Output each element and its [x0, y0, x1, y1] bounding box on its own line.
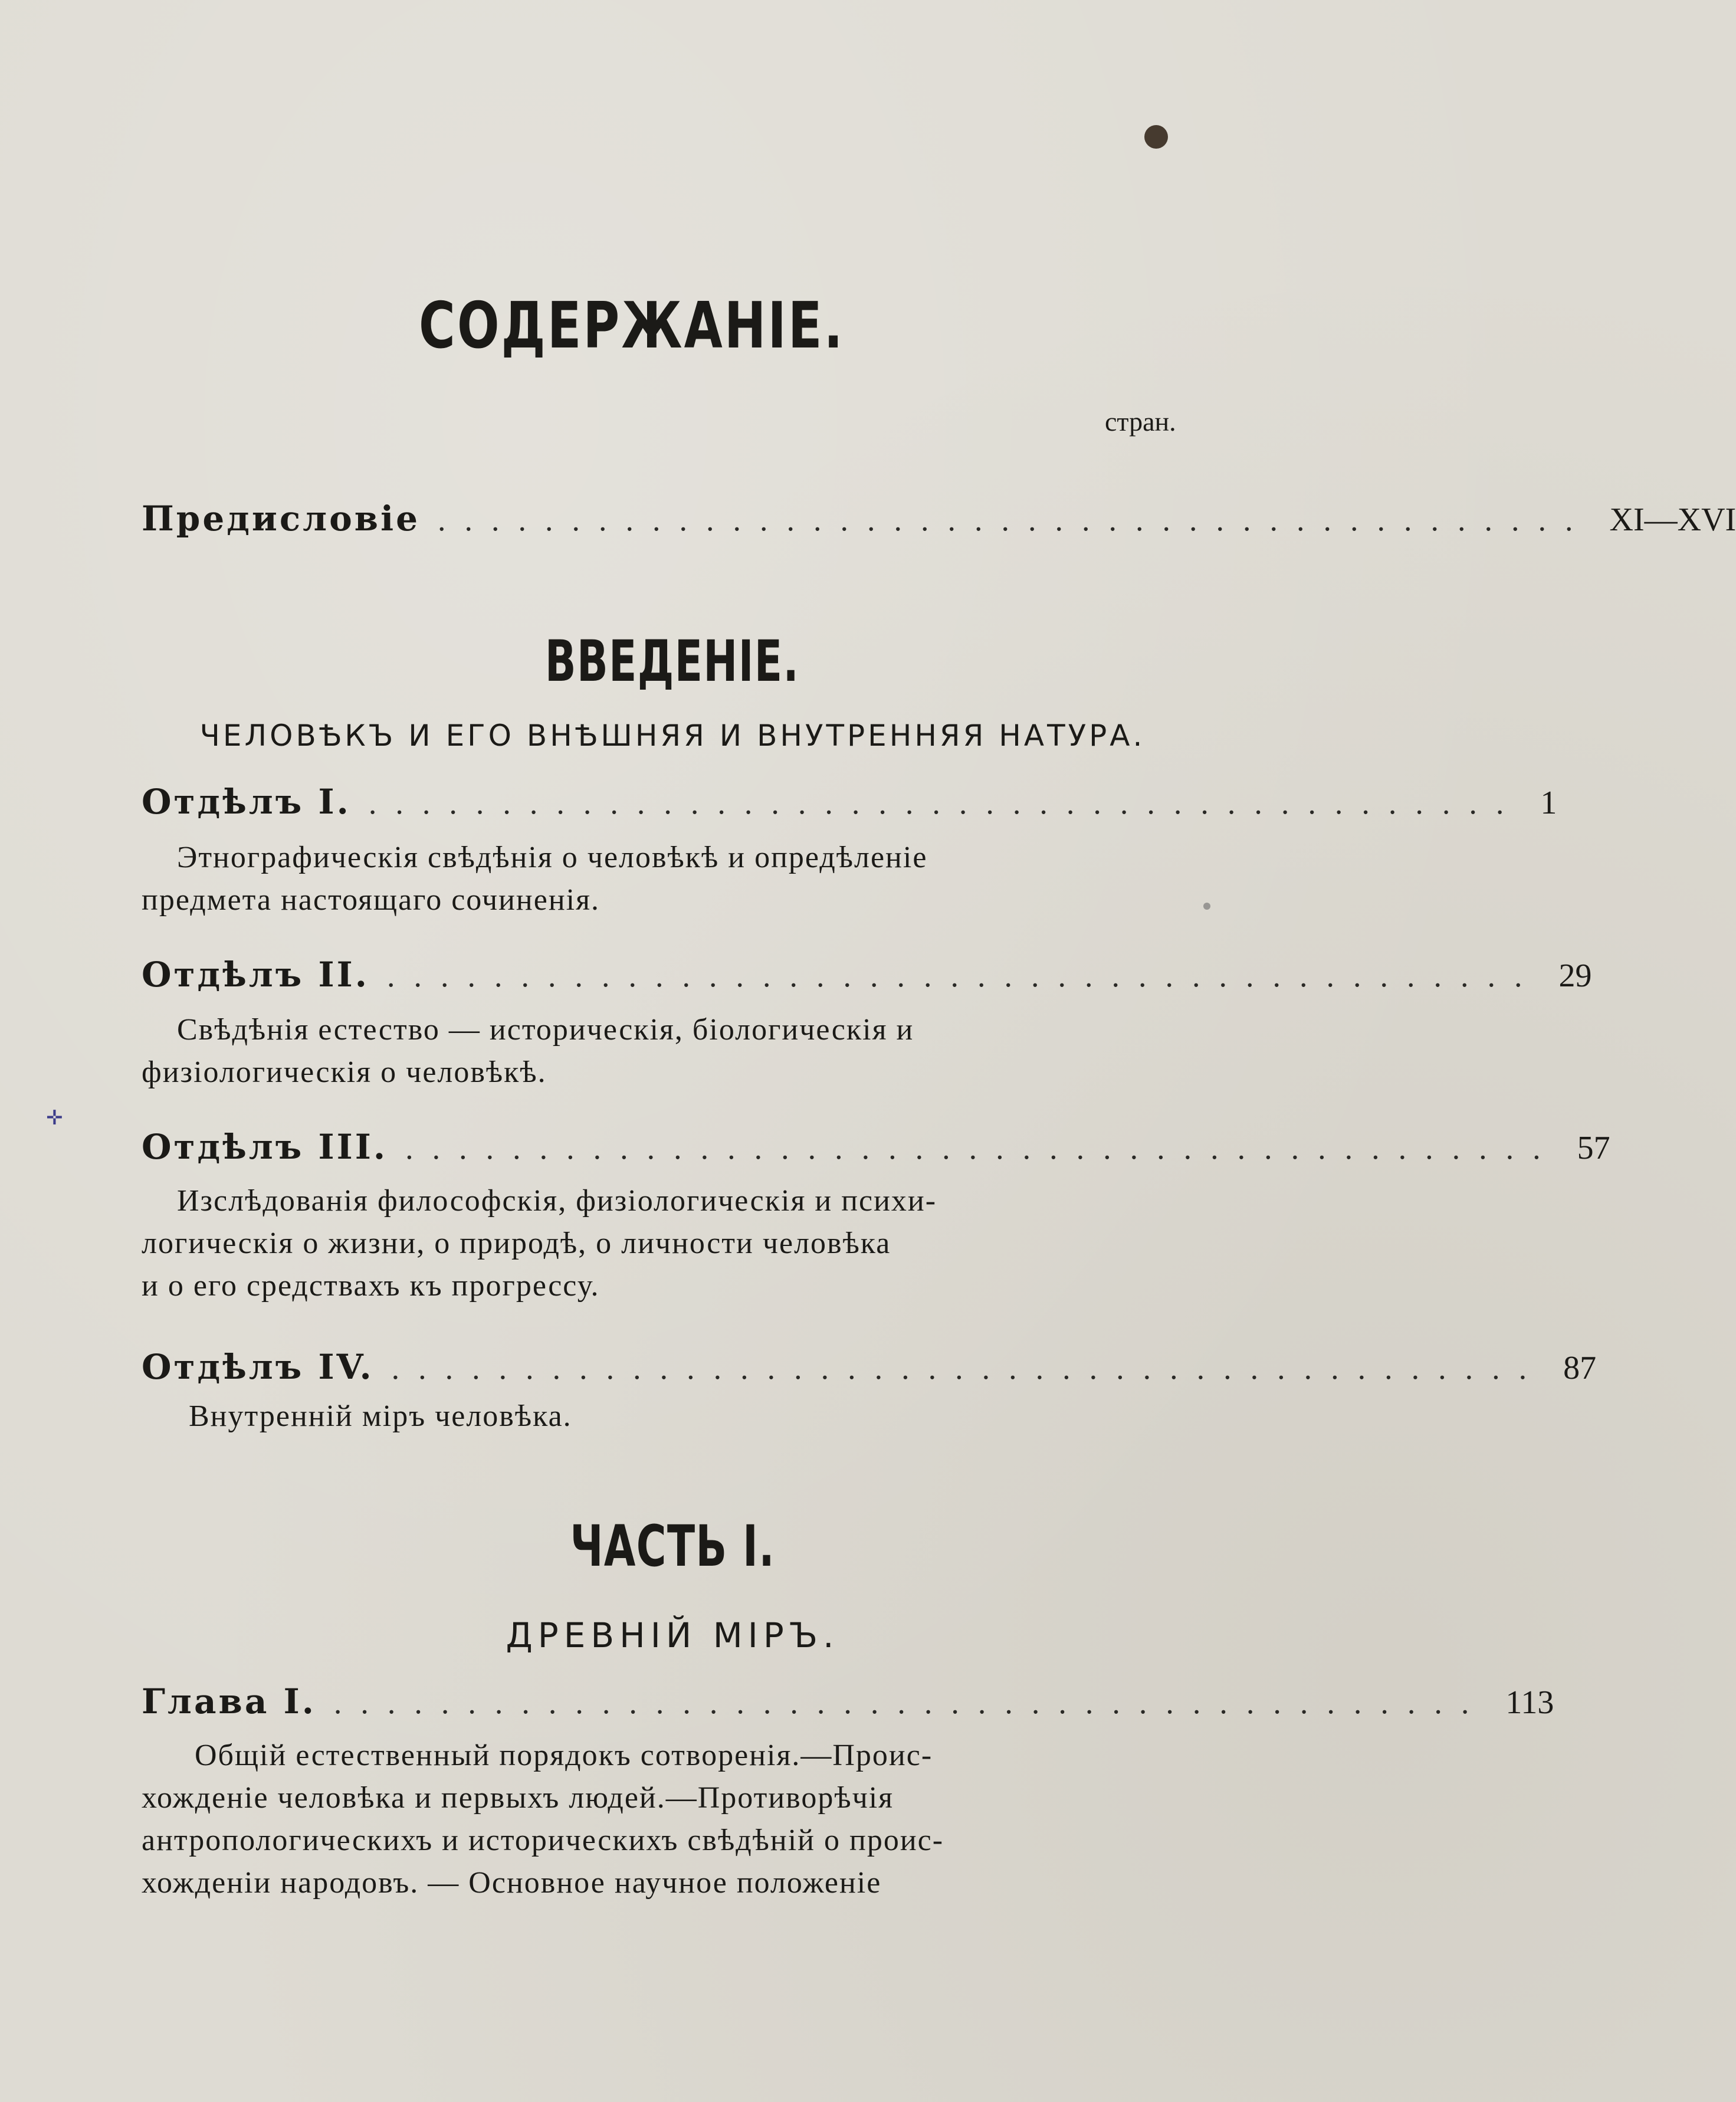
toc-row-preface — [142, 499, 1736, 540]
description-line: логическія о жизни, о природѣ, о личности человѣка — [142, 1227, 891, 1260]
toc-leader-dots: ........................................... — [386, 958, 1541, 993]
toc-leader-dots: ........................................... — [438, 502, 1592, 537]
introduction-heading — [142, 628, 1203, 694]
part1-subheading — [142, 1615, 1203, 1655]
description-line: физіологическія о человѣкѣ. — [142, 1055, 547, 1089]
introduction-subheading — [142, 719, 1203, 753]
toc-page-number: 113 — [1505, 1684, 1554, 1721]
part1-heading — [142, 1513, 1203, 1579]
toc-label: Отдѣлъ I. — [142, 782, 351, 822]
toc-page-number: 1 — [1540, 785, 1557, 821]
toc-leader-dots: ........................................... — [368, 785, 1523, 821]
toc-description-section-1 — [142, 837, 1097, 922]
description-line: антропологическихъ и историческихъ свѣдѣній о проис- — [142, 1824, 944, 1857]
page-column-header: стран. — [1105, 406, 1176, 437]
description-line: и о его средствахъ къ прогрессу. — [142, 1269, 600, 1303]
toc-label: Отдѣлъ IV. — [142, 1347, 374, 1387]
toc-label: Отдѣлъ II. — [142, 955, 369, 995]
description-line: хожденіи народовъ. — Основное научное положеніе — [142, 1866, 882, 1900]
page-speck — [1203, 903, 1210, 910]
description-line: Изслѣдованія философскія, физіологическія и психи- — [177, 1184, 937, 1218]
toc-page-number: 57 — [1577, 1130, 1610, 1166]
toc-description-section-3 — [142, 1180, 1097, 1307]
description-line: Внутренній міръ человѣка. — [189, 1399, 572, 1433]
toc-leader-dots: ........................................... — [333, 1685, 1488, 1720]
toc-row-chapter-1 — [142, 1681, 1554, 1723]
toc-description-chapter-1 — [142, 1734, 1103, 1904]
description-line: Общій естественный порядокъ сотворенія.—Проис- — [195, 1739, 933, 1772]
toc-label: Глава I. — [142, 1681, 316, 1721]
contents-page — [142, 0, 1736, 2102]
toc-page-number: 29 — [1558, 957, 1592, 994]
toc-page-number: 87 — [1563, 1350, 1597, 1386]
toc-label: Предисловіе — [142, 499, 421, 539]
toc-row-section-2 — [142, 955, 1592, 996]
toc-leader-dots: ........................................... — [391, 1350, 1546, 1386]
description-line: Этнографическія свѣдѣнія о человѣкѣ и опредѣленіе — [177, 841, 928, 874]
description-line: предмета настоящаго сочиненія. — [142, 883, 600, 917]
toc-leader-dots: ........................................... — [405, 1130, 1560, 1166]
section-title: ВВЕДЕНІЕ. — [545, 628, 800, 694]
toc-label: Отдѣлъ III. — [142, 1127, 388, 1167]
toc-row-section-1 — [142, 782, 1557, 823]
section-title: ЧАСТЬ I. — [570, 1513, 775, 1579]
description-line: хожденіе человѣка и первыхъ людей.—Противорѣчія — [142, 1781, 894, 1815]
toc-description-section-4 — [189, 1395, 1097, 1438]
toc-description-section-2 — [142, 1009, 1097, 1094]
toc-row-section-3 — [142, 1127, 1610, 1168]
toc-row-section-4 — [142, 1347, 1597, 1388]
ink-mark: ✛ — [46, 1106, 63, 1130]
toc-page-number: XI—XVI — [1609, 501, 1736, 538]
page-title: СОДЕРЖАНІЕ. — [419, 289, 845, 363]
description-line: Свѣдѣнія естество — историческія, біологическія и — [177, 1013, 914, 1047]
section-subtitle: ДРЕВНІЙ МІРЪ. — [506, 1615, 839, 1655]
section-subtitle: ЧЕЛОВѢКЪ И ЕГО ВНѢШНЯЯ И ВНУТРЕННЯЯ НАТУРА. — [199, 719, 1146, 753]
